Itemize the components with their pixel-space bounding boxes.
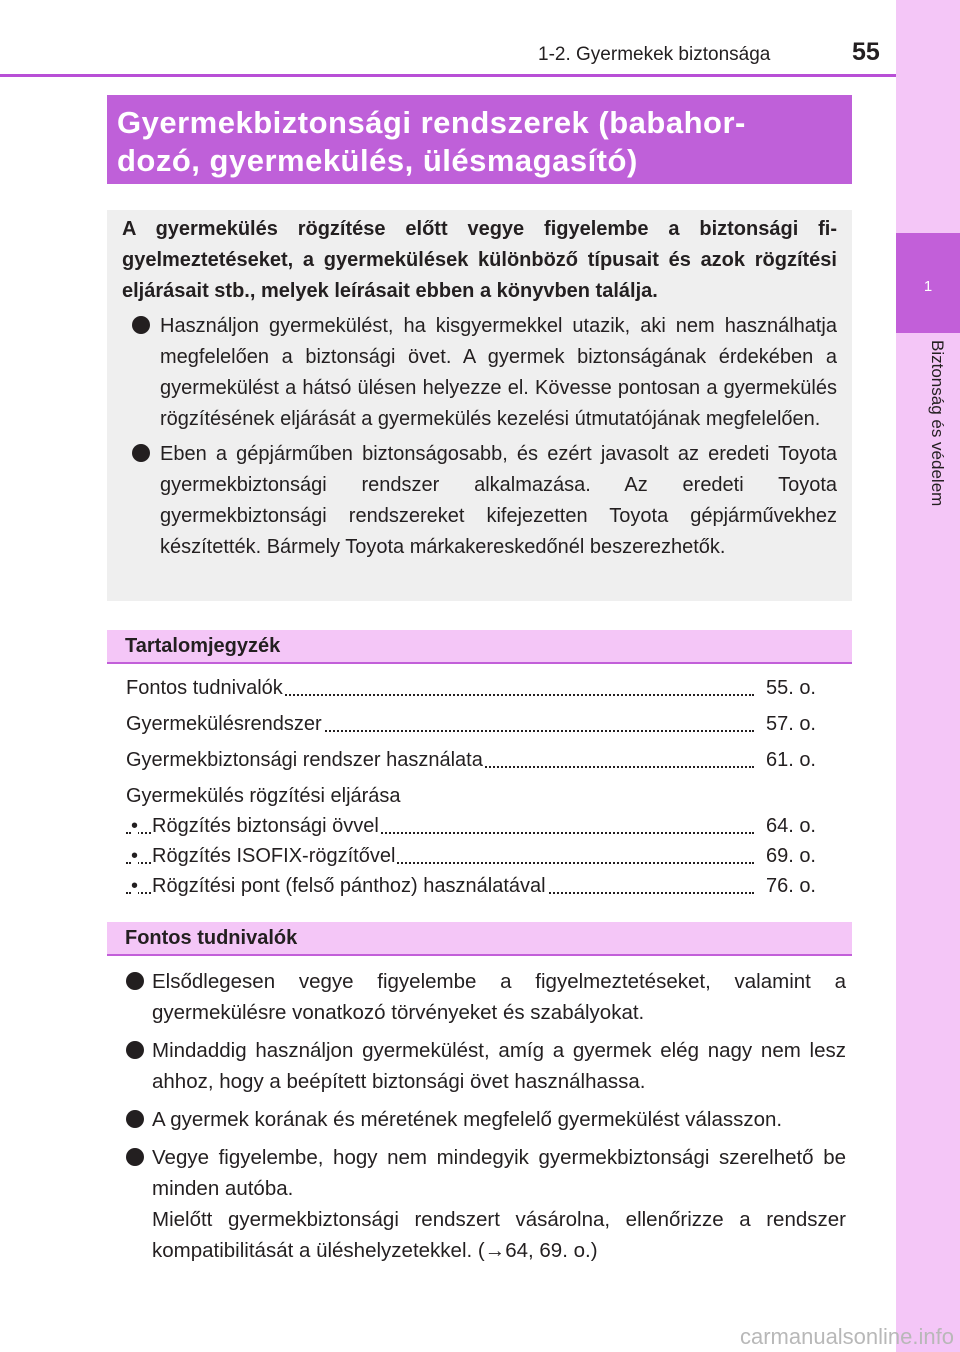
toc-entry-page: 64. o. [765,815,816,837]
toc-entry-label: Gyermekbiztonsági rendszer használata [126,749,483,771]
chapter-title: Biztonság és védelem [928,340,947,507]
intro-bullet-text: Eben a gépjárműben biztonságosabb, és ezért javasolt az eredeti Toyota gyermekbiztonsági rendszer alkalmazása. Az eredeti Toyota gyermekbiztonsági rendszereket kifejezetten Toyota gépjárművekhez készítették. Bármely Toyota márkakereskedőnél beszerezhetők. [160,443,837,558]
chapter-number: 1 [923,278,933,295]
page-title-line-1: Gyermekbiztonsági rendszerek (babahor- [117,105,746,140]
toc-entry-page: 55. o. [765,677,816,699]
toc-entry[interactable] [126,712,816,736]
toc-entry[interactable] [126,676,816,700]
bullet-dot-icon [126,1041,144,1059]
section-label: 1-2. Gyermekek biztonsága [538,44,771,65]
toc-entry-page: 76. o. [765,875,816,897]
toc-entry-page: 57. o. [765,713,816,735]
bullet-dot-icon [126,972,144,990]
watermark: carmanualsonline.info [739,1324,954,1349]
toc-subentry[interactable] [126,874,816,898]
toc-entry-page: 69. o. [765,845,816,867]
page-number: 55 [852,38,880,66]
bullet-dot-icon [132,444,150,462]
toc-entry-label: Rögzítés ISOFIX-rögzítővel [152,845,396,867]
intro-bullet [122,311,837,435]
bullet-dot-icon [132,316,150,334]
toc-entry-label: Rögzítés biztonsági övvel [152,815,379,837]
toc-heading: Tartalomjegyzék [107,630,852,664]
header-rule [0,74,896,77]
notes-list [126,966,846,1266]
toc-subentry[interactable] [126,814,816,838]
bullet-dot-icon [126,1148,144,1166]
toc-entry-label: Fontos tudnivalók [126,677,283,699]
toc-entry-label: Rögzítési pont (felső pánthoz) használatával [152,875,546,897]
note-item: Mindaddig használjon gyermekülést, amíg a gyermek elég nagy nem lesz ahhoz, hogy a beépített biztonsági övet használhassa. [126,1035,846,1097]
toc-entry-page: 61. o. [765,749,816,771]
note-item: A gyermek korának és méretének megfelelő gyermekülést válasszon. [126,1104,846,1135]
note-extra: Mielőtt gyermekbiztonsági rendszert vásárolna, ellenőrizze a rendszer kompatibilitását a üléshelyzetekkel. (→64, 69. o.) [152,1208,846,1262]
toc-entry-label: Gyermekülésrendszer [126,713,322,735]
bullet-dot-icon [126,1110,144,1128]
note-item: Elsődlegesen vegye figyelembe a figyelmeztetéseket, valamint a gyermekülésre vonatkozó törvényeket és szabályokat. [126,966,846,1028]
intro-bullet-text: Használjon gyermekülést, ha kisgyermekkel utazik, aki nem használhatja megfelelően a biztonsági övet. A gyermek biztonságának érdekében a gyermekülést a hátsó ülésen helyezze el. Kövesse pontosan a gyermekülés rögzítésének eljárását a gyermekülés kezelési útmutatójának megfelelően. [160,315,837,430]
page-title-line-2: dozó, gyermekülés, ülésmagasító) [117,143,638,178]
intro-bullet [122,439,837,563]
notes-heading: Fontos tudnivalók [107,922,852,956]
chapter-side-tab [896,0,960,1352]
page-title [107,95,852,184]
toc-group-label: Gyermekülés rögzítési eljárása [126,785,401,807]
table-of-contents [126,676,816,898]
toc-subentry[interactable] [126,844,816,868]
note-item: Vegye figyelembe, hogy nem mindegyik gyermekbiztonsági szerelhető be minden autóba. Mielőtt gyermekbiztonsági rendszert vásárolna, ellenőrizze a rendszer kompatibilitását a üléshelyzetekkel. (→64, 69. o.) [126,1142,846,1266]
toc-entry[interactable] [126,748,816,772]
toc-bullet: • [131,815,139,837]
toc-bullet: • [131,875,139,897]
toc-bullet: • [131,845,139,867]
intro-box [107,210,852,601]
intro-lead: A gyermekülés rögzítése előtt vegye figyelembe a biztonsági figyelmeztetéseket, a gyermekülések különböző típusait és azok rögzítési eljárásait stb., melyek leírásait ebben a könyvben találja. [122,218,837,302]
